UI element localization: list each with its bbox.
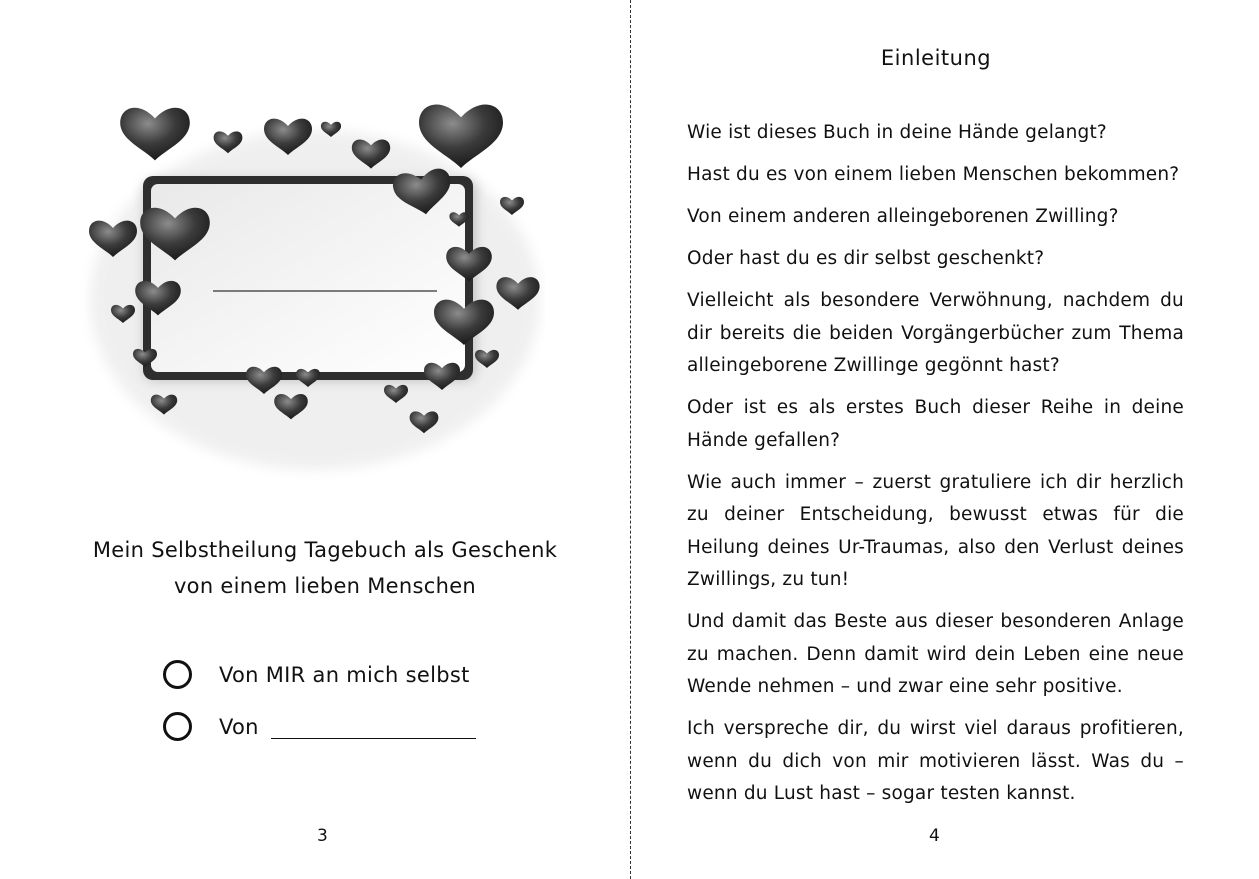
paragraph: Oder hast du es dir selbst geschenkt? [687, 248, 1045, 269]
option-from[interactable] [163, 712, 476, 741]
body-text [687, 117, 1184, 820]
option-from-label: Von [219, 715, 476, 739]
paragraph: Ich verspreche dir, du wirst viel daraus profitieren, wenn du dich von mir motivieren lässt. Was du – wenn du Lust hast – sogar testen kannst. [687, 718, 1184, 804]
option-self[interactable] [163, 660, 470, 689]
page-number-right: 4 [929, 826, 940, 846]
page-number-left: 3 [317, 826, 328, 846]
paragraph: Von einem anderen alleingeborenen Zwilling? [687, 206, 1119, 227]
gift-title-line-1: Mein Selbstheilung Tagebuch als Geschenk [92, 538, 558, 562]
paragraph: Hast du es von einem lieben Menschen bekommen? [687, 164, 1180, 185]
chapter-heading: Einleitung [880, 46, 992, 70]
name-blank-line [271, 718, 476, 739]
right-page [631, 0, 1259, 879]
paragraph: Und damit das Beste aus dieser besonderen Anlage zu machen. Denn damit wird dein Leben eine neue Wende nehmen – und zwar eine sehr positive. [687, 611, 1184, 697]
paragraph: Oder ist es als erstes Buch dieser Reihe in deine Hände gefallen? [687, 397, 1184, 451]
hearts-frame-illustration [75, 100, 545, 480]
circle-checkbox-icon[interactable] [163, 712, 192, 741]
option-self-label: Von MIR an mich selbst [219, 662, 470, 687]
paragraph: Wie ist dieses Buch in deine Hände gelangt? [687, 122, 1107, 143]
paragraph: Vielleicht als besondere Verwöhnung, nachdem du dir bereits die beiden Vorgängerbücher zum Thema alleingeborene Zwillinge gegönnt hast? [687, 290, 1184, 376]
gift-title-line-2: von einem lieben Menschen [173, 574, 477, 598]
paragraph: Wie auch immer – zuerst gratuliere ich dir herzlich zu deiner Entscheidung, bewusst etwas für die Heilung deines Ur-Traumas, also den Verlust deines Zwillings, zu tun! [687, 471, 1184, 590]
circle-checkbox-icon[interactable] [163, 660, 192, 689]
gift-title [0, 532, 650, 604]
